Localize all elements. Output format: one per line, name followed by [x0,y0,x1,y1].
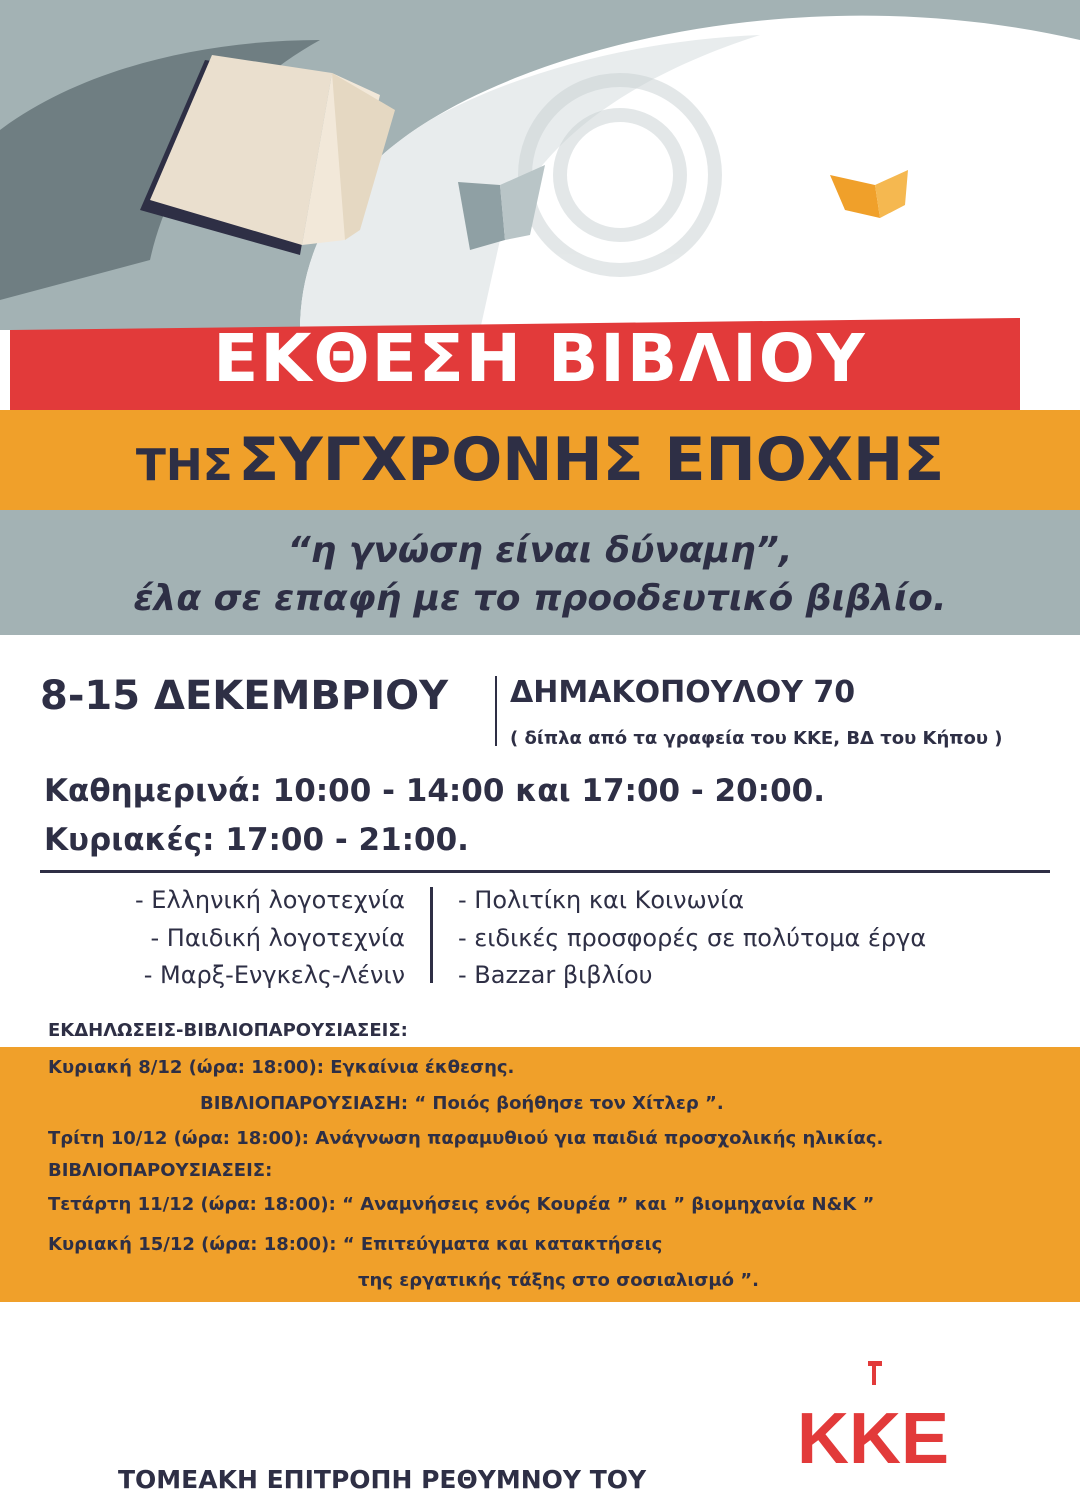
categories-divider [430,887,433,983]
event-line: ΒΙΒΛΙΟΠΑΡΟΥΣΙΑΣΗ: “ Ποιός βοήθησε τον Χίτλερ ”. [200,1093,724,1114]
section-divider [40,870,1050,873]
subtitle [0,425,1080,495]
header-artwork [0,0,1080,360]
sunday-hours: Κυριακές: 17:00 - 21:00. [44,822,469,858]
rizospastis-logo-watermark [525,80,715,270]
subtitle-prefix: ΤΗΣ [135,440,233,491]
venue-address: ΔΗΜΑΚΟΠΟΥΛΟΥ 70 [510,675,856,710]
category-item: - Ελληνική λογοτεχνία [135,886,405,914]
hammer-sickle-icon [860,1359,888,1385]
weekday-hours: Καθημερινά: 10:00 - 14:00 και 17:00 - 20:00. [44,773,825,809]
organizer-text: ΤΟΜΕΑΚΗ ΕΠΙΤΡΟΠΗ ΡΕΘΥΜΝΟΥ ΤΟΥ [118,1465,647,1494]
venue-address-note: ( δίπλα από τα γραφεία του ΚΚΕ, ΒΔ του Κήπου ) [510,728,1003,749]
kke-logo-text: ΚΚΕ [796,1399,950,1475]
event-line: Κυριακή 15/12 (ώρα: 18:00): “ Επιτεύγματα και κατακτήσεις [48,1234,663,1255]
subtitle-main: ΣΥΓΧΡΟΝΗΣ ΕΠΟΧΗΣ [238,425,945,495]
event-line: ΒΙΒΛΙΟΠΑΡΟΥΣΙΑΣΕΙΣ: [48,1160,273,1181]
events-heading: ΕΚΔΗΛΩΣΕΙΣ-ΒΙΒΛΙΟΠΑΡΟΥΣΙΑΣΕΙΣ: [48,1020,408,1041]
flying-book-orange-icon [830,170,908,218]
event-line: Τρίτη 10/12 (ώρα: 18:00): Ανάγνωση παραμυθιού για παιδιά προσχολικής ηλικίας. [48,1128,884,1149]
category-item: - Παιδική λογοτεχνία [150,924,405,952]
event-line: της εργατικής τάξης στο σοσιαλισμό ”. [358,1270,759,1291]
date-address-divider [495,676,497,746]
category-item: - Πολιτίκη και Κοινωνία [458,886,745,914]
main-title: ΕΚΘΕΣΗ ΒΙΒΛΙΟΥ [213,320,867,397]
quote-line-2: έλα σε επαφή με το προοδευτικό βιβλίο. [133,578,947,619]
event-line: Τετάρτη 11/12 (ώρα: 18:00): “ Αναμνήσεις ενός Κουρέα ” και ” βιομηχανία Ν&Κ ” [48,1194,875,1215]
event-line: Κυριακή 8/12 (ώρα: 18:00): Εγκαίνια έκθεσης. [48,1057,515,1078]
quote-line-1: “η γνώση είναι δύναμη”, [287,530,793,571]
exhibition-dates: 8-15 ΔΕΚΕΜΒΡΙΟΥ [40,673,449,719]
category-item: - Bazzar βιβλίου [458,961,653,989]
category-item: - Μαρξ-Ενγκελς-Λένιν [143,961,405,989]
category-item: - ειδικές προσφορές σε πολύτομα έργα [458,924,927,952]
kke-logo [788,1335,958,1475]
